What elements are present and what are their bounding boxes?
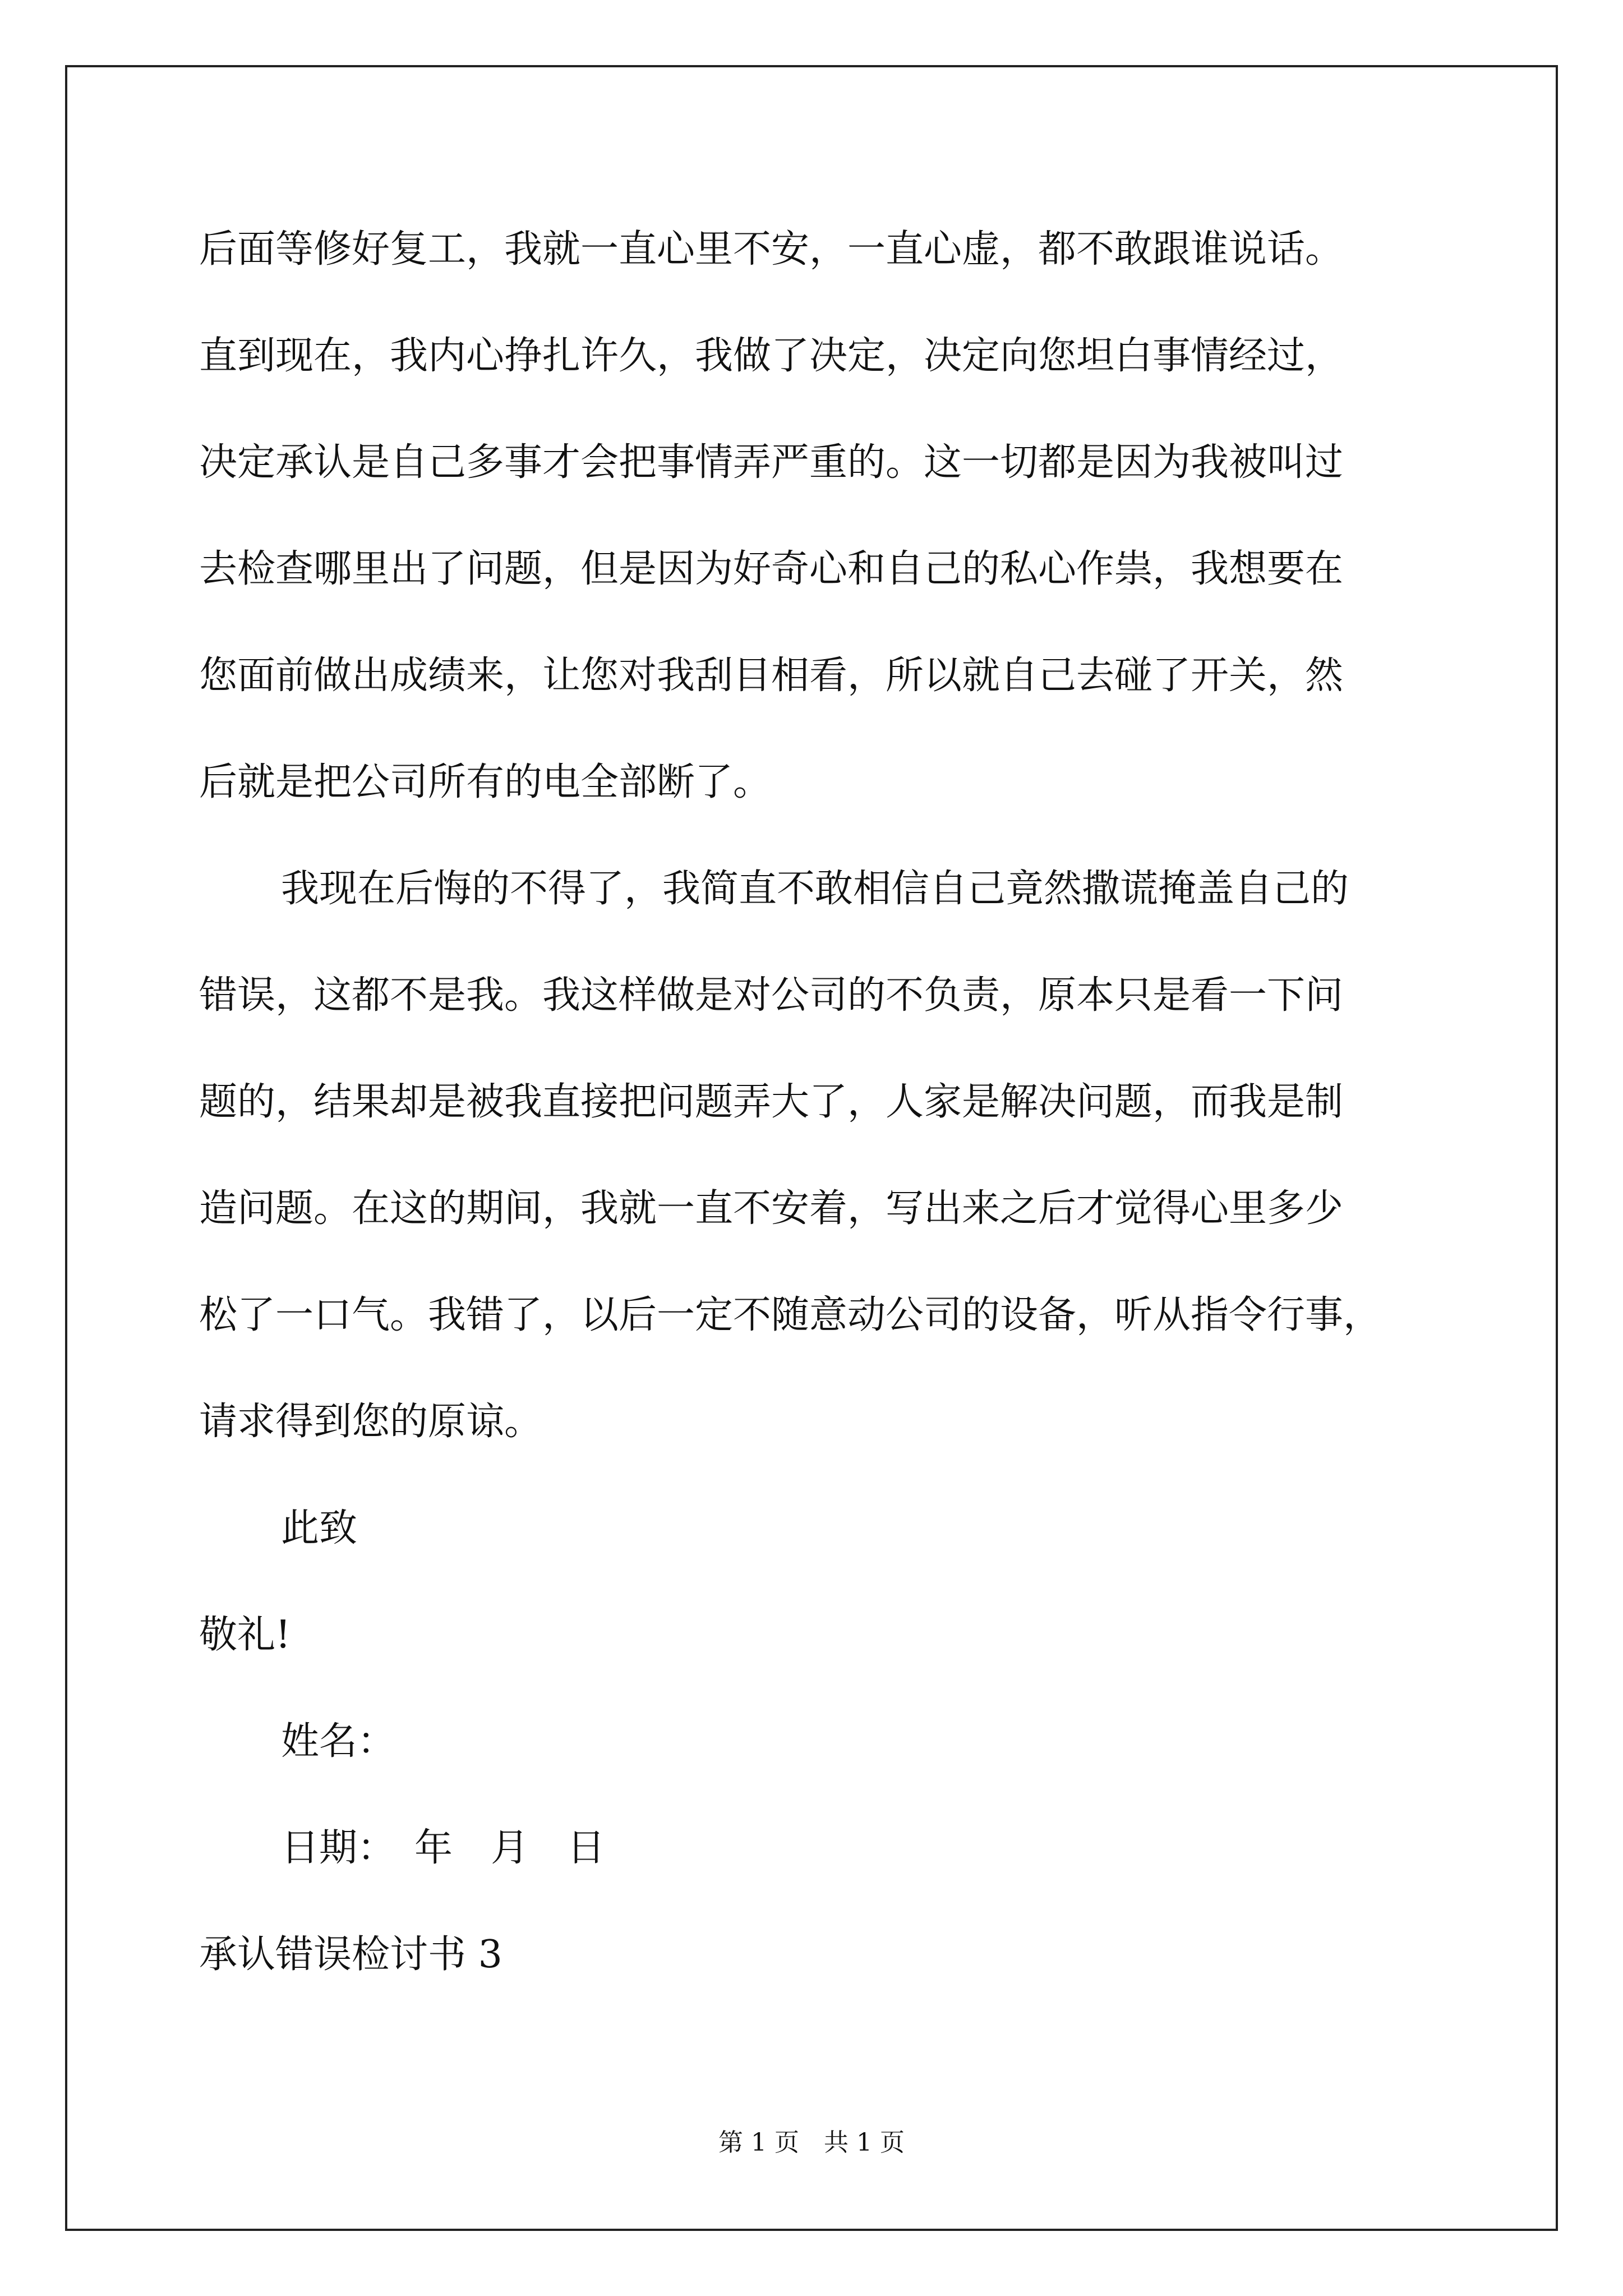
paragraph-line-10: 造问题。在这的期间，我就一直不安着，写出来之后才觉得心里多少	[199, 1186, 1344, 1231]
page-total: 共 1 页	[824, 2128, 905, 2157]
paragraph-line-7: 我现在后悔的不得了，我简直不敢相信自己竟然撒谎掩盖自己的	[281, 867, 1349, 911]
paragraph-line-6: 后就是把公司所有的电全部断了。	[199, 760, 772, 804]
paragraph-line-12: 请求得到您的原谅。	[199, 1400, 543, 1444]
signature-name-line: 姓名：	[281, 1719, 396, 1764]
document-body	[199, 196, 1461, 2008]
paragraph-line-11: 松了一口气。我错了，以后一定不随意动公司的设备，听从指令行事，	[199, 1293, 1382, 1337]
next-section-title: 承认错误检讨书 3	[199, 1932, 502, 1977]
page-number: 第 1 页	[718, 2128, 799, 2157]
paragraph-line-3: 决定承认是自己多事才会把事情弄严重的。这一切都是因为我被叫过	[199, 440, 1344, 485]
paragraph-line-8: 错误，这都不是我。我这样做是对公司的不负责，原本只是看一下问	[199, 973, 1344, 1018]
signature-date-line: 日期： 年 月 日	[281, 1826, 606, 1870]
paragraph-line-4: 去检查哪里出了问题，但是因为好奇心和自己的私心作祟，我想要在	[199, 547, 1344, 591]
page-footer	[0, 2126, 1623, 2160]
paragraph-line-5: 您面前做出成绩来，让您对我刮目相看，所以就自己去碰了开关，然	[199, 654, 1344, 698]
paragraph-line-1: 后面等修好复工，我就一直心里不安，一直心虚，都不敢跟谁说话。	[199, 227, 1344, 272]
paragraph-line-9: 题的，结果却是被我直接把问题弄大了，人家是解决问题，而我是制	[199, 1080, 1344, 1124]
paragraph-line-2: 直到现在，我内心挣扎许久，我做了决定，决定向您坦白事情经过，	[199, 334, 1344, 378]
closing-salutation: 此致	[281, 1506, 358, 1550]
closing-regards: 敬礼!	[199, 1613, 291, 1657]
